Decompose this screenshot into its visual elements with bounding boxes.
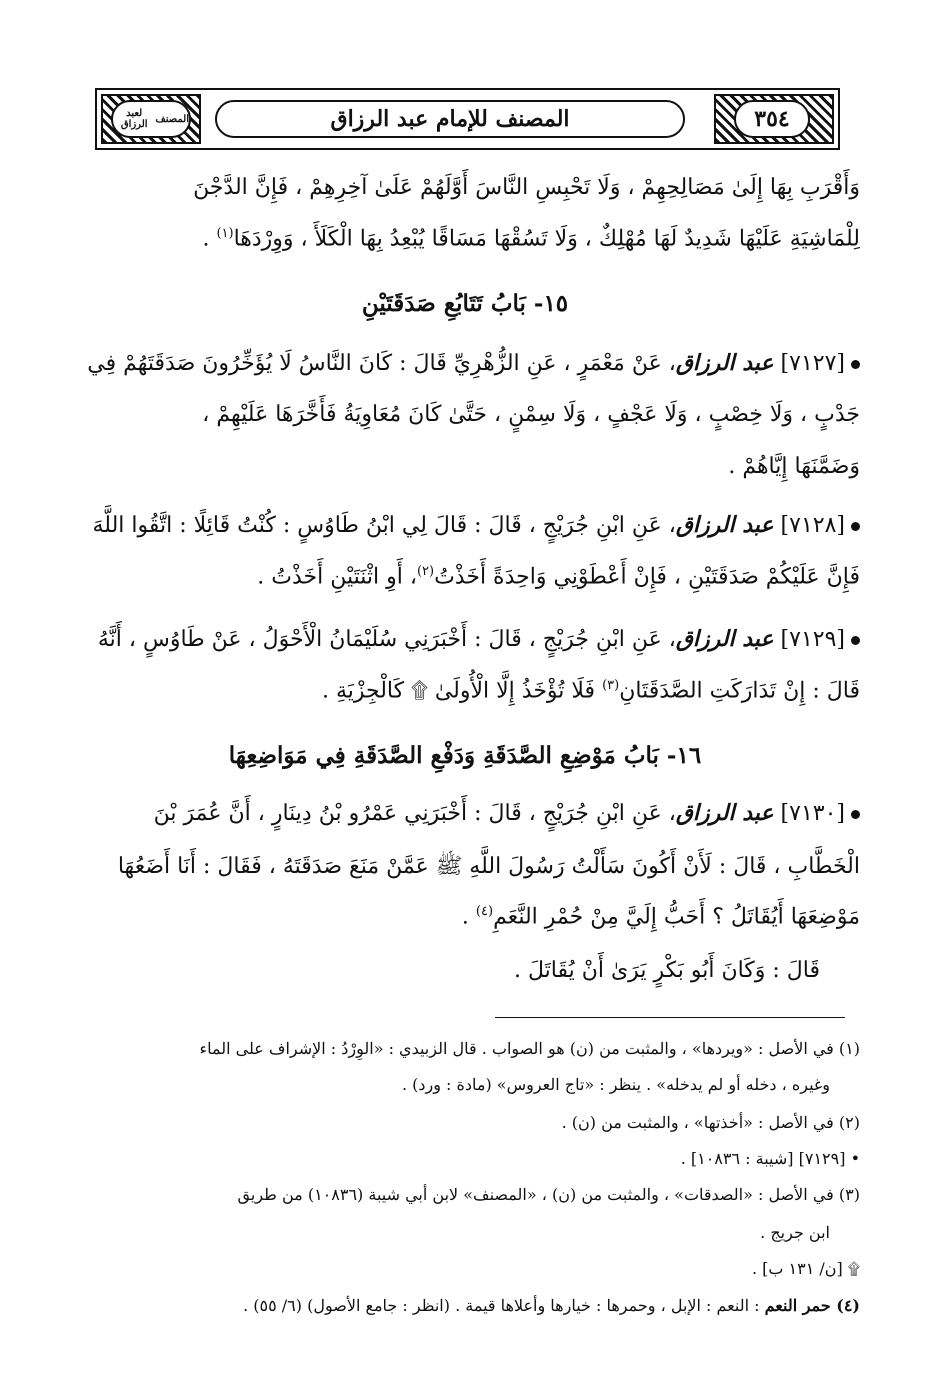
running-title: المصنف للإمام عبد الرزاق [215, 100, 685, 138]
hadith-7128-line-2 [65, 564, 860, 589]
footnote-4-text: : النعم : الإبل ، وحمرها : خيارها وأعلاها قيمة . (انظر : جامع الأصول) (٦/ ٥٥) . [243, 1296, 760, 1315]
footnote-ref-2: (٢) [416, 564, 435, 579]
hadith-7129-number: [٧١٢٩] [780, 627, 845, 652]
footnote-1-line-2: وغيره ، دخله أو لم يدخله» . ينظر : «تاج العروس» (مادة : ورد) . [401, 1075, 830, 1094]
footnote-ref-4: (٤) [475, 904, 494, 919]
bullet-icon [851, 636, 860, 645]
hadith-7129-line-2 [65, 678, 860, 703]
emblem-line-1: المصنف [155, 113, 189, 125]
hadith-7130-text-3a: مَوْضِعَهَا أَيُقَاتَلُ ؟ أَحَبُّ إِلَيَّ مِنْ حُمْرِ النَّعَمِ [493, 904, 860, 930]
footnote-7129-ref: • [٧١٢٩] [شيبة : ١٠٨٣٦] . [680, 1149, 860, 1168]
hadith-7128-text-1: ، عَنِ ابْنِ جُرَيْجٍ ، قَالَ : قَالَ لِي ابْنُ طَاوُسٍ : كُنْتُ قَائِلًا : اتَّقُوا اللَّهَ [92, 513, 676, 538]
footnote-3-line-1: (٣) في الأصل : «الصدقات» ، والمثبت من (ن) ، «المصنف» لابن أبي شيبة (١٠٨٣٦) من طريق [237, 1185, 860, 1204]
footnote-folio: ۩ [ن/ ١٣١ ب] . [751, 1259, 860, 1278]
footnote-separator [495, 1017, 845, 1018]
hadith-7128-author: عبد الرزاق [675, 512, 774, 538]
footnote-2: (٢) في الأصل : «أخذتها» ، والمثبت من (ن) . [561, 1113, 860, 1132]
footnote-4-term: (٤) حمر النعم [764, 1296, 860, 1315]
hadith-7130-author: عبد الرزاق [675, 800, 774, 826]
hadith-7129-text-2b: فَلَا تُؤْخَذُ إِلَّا الْأُولَىٰ ۩ كَالْجِزْيَةِ . [321, 678, 596, 704]
hadith-7127-line-3: وَضَمَّنَهَا إِيَّاهُمْ . [728, 454, 860, 479]
hadith-7127-text-1: ، عَنْ مَعْمَرٍ ، عَنِ الزُّهْرِيِّ قَالَ : كَانَ النَّاسُ لَا يُؤَخِّرُونَ صَدَقَتَهُمْ فِي [87, 351, 676, 376]
hadith-7127-line-1 [65, 350, 860, 376]
hadith-7129-text-1: ، عَنِ ابْنِ جُرَيْجٍ ، قَالَ : أَخْبَرَنِي سُلَيْمَانُ الْأَحْوَلُ ، عَنْ طَاوُسٍ ، أَنَّهُ [97, 627, 676, 652]
hadith-7127-number: [٧١٢٧] [780, 351, 845, 376]
intro-line-2 [65, 226, 860, 251]
section-16-heading: ١٦- بَابُ مَوْضِعِ الصَّدَقَةِ وَدَفْعِ الصَّدَقَةِ فِي مَوَاضِعِهَا [228, 742, 702, 769]
hadith-7130-text-3b: . [461, 904, 476, 930]
hadith-7128-line-1 [65, 512, 860, 538]
intro-line-2-text: لِلْمَاشِيَةِ عَلَيْهَا شَدِيدٌ لَهَا مُهْلِكٌ ، وَلَا تَسُقْهَا مَسَاقًا يُبْعِدُ بِهَا الْكَلَأَ ، وَوِرْدَهَا [233, 226, 860, 252]
footnote-ref-3: (٣) [602, 678, 620, 693]
section-15-heading: ١٥- بَابُ تَتَابُعِ صَدَقَتَيْنِ [361, 290, 569, 317]
hadith-7129-author: عبد الرزاق [675, 626, 774, 652]
intro-line-2-end: . [202, 226, 217, 252]
emblem-line-2: لعبد الرزاق [120, 108, 148, 130]
hadith-7130-number: [٧١٣٠] [780, 801, 845, 826]
header-emblem [111, 100, 191, 138]
hadith-7128-number: [٧١٢٨] [780, 513, 845, 538]
hadith-7127-author: عبد الرزاق [675, 350, 774, 376]
hadith-7127-line-2: جَدْبٍ ، وَلَا خِصْبٍ ، وَلَا عَجْفٍ ، وَلَا سِمْنٍ ، حَتَّىٰ كَانَ مُعَاوِيَةُ فَأَخَّرَهَا عَلَيْهِمْ ، [202, 402, 860, 427]
hadith-7129-line-1 [65, 626, 860, 652]
hadith-7129-text-2a: قَالَ : إِنْ تَدَارَكَتِ الصَّدَقَتَانِ [619, 678, 860, 704]
footnote-ref-1: (١) [216, 226, 234, 241]
bullet-icon [851, 810, 860, 819]
page-number: ٣٥٤ [734, 100, 810, 138]
hadith-7130-text-1: ، عَنِ ابْنِ جُرَيْجٍ ، قَالَ : أَخْبَرَنِي عَمْرُو بْنُ دِينَارٍ ، أَنَّ عُمَرَ بْنَ [153, 801, 676, 826]
bullet-icon [851, 360, 860, 369]
bullet-icon [851, 522, 860, 531]
footnote-1-line-1: (١) في الأصل : «ويردها» ، والمثبت من (ن) هو الصواب . قال الزبيدي : «الوِرْدُ : الإشراف على الماء [199, 1039, 860, 1058]
hadith-7130-line-4: قَالَ : وَكَانَ أَبُو بَكْرٍ يَرَىٰ أَنْ يُقَاتَلَ . [513, 958, 820, 983]
footnote-4 [65, 1295, 860, 1317]
hadith-7128-text-2a: فَإِنَّ عَلَيْكُمْ صَدَقَتَيْنِ ، فَإِنْ أَعْطَوْنِي وَاحِدَةً أَخَذْتُ [434, 564, 860, 590]
hadith-7128-text-2b: ، أَوِ اثْنَتَيْنِ أَخَذْتُ . [257, 564, 417, 590]
hadith-7130-line-3 [65, 904, 860, 929]
hadith-7130-line-2: الْخَطَّابِ ، قَالَ : لَأَنْ أَكُونَ سَأَلْتُ رَسُولَ اللَّهِ ﷺ عَمَّنْ مَنَعَ صَدَقَتَهُ ، فَقَالَ : أَنَا أَضَعُهَا [117, 854, 860, 879]
hadith-7130-line-1 [65, 800, 860, 826]
page-header [95, 88, 840, 150]
intro-line-1: وَأَقْرَبِ بِهَا إِلَىٰ مَصَالِحِهِمْ ، وَلَا تَحْبِسِ النَّاسَ أَوَّلَهُمْ عَلَىٰ آخِرِهِمْ ، فَإِنَّ الدَّجْنَ [193, 175, 860, 200]
footnote-3-line-2: ابن جريج . [760, 1223, 830, 1242]
